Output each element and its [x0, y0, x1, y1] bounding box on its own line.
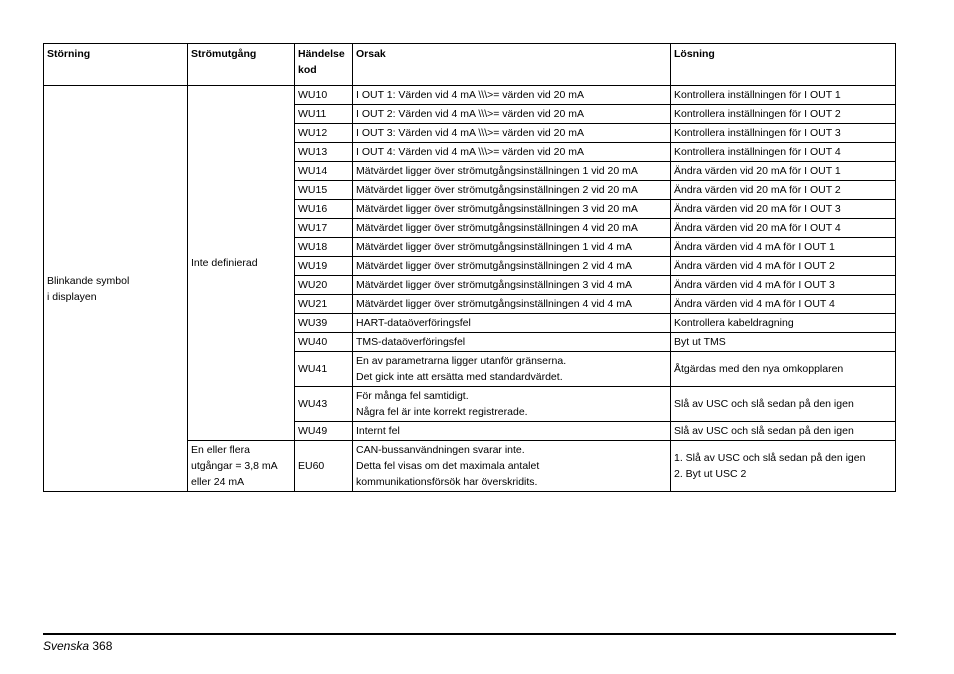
cause-line: Detta fel visas om det maximala antalet	[356, 460, 540, 472]
cell-code: WU11	[295, 105, 353, 124]
cell-solution	[671, 441, 896, 492]
cell-code: WU41	[295, 352, 353, 387]
cell-cause: I OUT 4: Värden vid 4 mA \\\>= värden vid 20 mA	[353, 143, 671, 162]
cell-solution: Kontrollera inställningen för I OUT 1	[671, 86, 896, 105]
cell-solution: Ändra värden vid 4 mA för I OUT 4	[671, 295, 896, 314]
cell-code: WU15	[295, 181, 353, 200]
cell-cause: Mätvärdet ligger över strömutgångsinställningen 2 vid 4 mA	[353, 257, 671, 276]
stromutgang-b-line: En eller flera	[191, 444, 250, 456]
cell-cause	[353, 352, 671, 387]
footer-page-number: 368	[92, 639, 113, 653]
solution-line: 1. Slå av USC och slå sedan på den igen	[674, 452, 866, 464]
header-handelsekod-line1: Händelse	[298, 48, 345, 60]
header-stromutgang: Strömutgång	[188, 44, 295, 86]
cell-solution: Ändra värden vid 4 mA för I OUT 2	[671, 257, 896, 276]
cause-line: CAN-bussanvändningen svarar inte.	[356, 444, 525, 456]
cause-line: Några fel är inte korrekt registrerade.	[356, 406, 528, 418]
cell-cause: Mätvärdet ligger över strömutgångsinställningen 2 vid 20 mA	[353, 181, 671, 200]
cell-solution: Ändra värden vid 20 mA för I OUT 3	[671, 200, 896, 219]
cell-code: WU21	[295, 295, 353, 314]
page-footer	[43, 639, 112, 653]
cell-solution: Ändra värden vid 4 mA för I OUT 1	[671, 238, 896, 257]
cell-stromutgang-en-eller-flera	[188, 441, 295, 492]
cell-cause: TMS-dataöverföringsfel	[353, 333, 671, 352]
cell-solution: Ändra värden vid 4 mA för I OUT 3	[671, 276, 896, 295]
cell-solution: Ändra värden vid 20 mA för I OUT 1	[671, 162, 896, 181]
cell-cause: Mätvärdet ligger över strömutgångsinställningen 4 vid 20 mA	[353, 219, 671, 238]
cell-stromutgang-inte-definierad: Inte definierad	[188, 86, 295, 441]
cell-solution: Åtgärdas med den nya omkopplaren	[671, 352, 896, 387]
cell-cause: Internt fel	[353, 422, 671, 441]
cell-solution: Kontrollera inställningen för I OUT 2	[671, 105, 896, 124]
cell-cause: Mätvärdet ligger över strömutgångsinställningen 3 vid 4 mA	[353, 276, 671, 295]
solution-line: 2. Byt ut USC 2	[674, 468, 747, 480]
cause-line: Det gick inte att ersätta med standardvärdet.	[356, 371, 563, 383]
cell-code: WU10	[295, 86, 353, 105]
cell-code: WU18	[295, 238, 353, 257]
header-handelsekod	[295, 44, 353, 86]
cell-solution: Kontrollera inställningen för I OUT 3	[671, 124, 896, 143]
cell-cause: I OUT 2: Värden vid 4 mA \\\>= värden vid 20 mA	[353, 105, 671, 124]
storning-line2: i displayen	[47, 290, 97, 303]
cell-code: WU43	[295, 387, 353, 422]
cell-solution: Byt ut TMS	[671, 333, 896, 352]
header-storning: Störning	[44, 44, 188, 86]
cell-code: WU12	[295, 124, 353, 143]
cell-code: EU60	[295, 441, 353, 492]
cell-solution: Ändra värden vid 20 mA för I OUT 2	[671, 181, 896, 200]
cell-solution: Slå av USC och slå sedan på den igen	[671, 387, 896, 422]
stromutgang-b-line: eller 24 mA	[191, 476, 245, 488]
table-header-row	[44, 44, 896, 86]
cell-code: WU20	[295, 276, 353, 295]
cell-cause: Mätvärdet ligger över strömutgångsinställningen 4 vid 4 mA	[353, 295, 671, 314]
cell-cause	[353, 441, 671, 492]
stromutgang-b-line: utgångar = 3,8 mA	[191, 460, 278, 472]
cell-code: WU49	[295, 422, 353, 441]
cell-cause: Mätvärdet ligger över strömutgångsinställningen 3 vid 20 mA	[353, 200, 671, 219]
cell-solution: Kontrollera kabeldragning	[671, 314, 896, 333]
cell-code: WU16	[295, 200, 353, 219]
cell-cause: HART-dataöverföringsfel	[353, 314, 671, 333]
cell-cause	[353, 387, 671, 422]
cause-line: En av parametrarna ligger utanför gränserna.	[356, 355, 567, 367]
cell-solution: Kontrollera inställningen för I OUT 4	[671, 143, 896, 162]
cell-code: WU40	[295, 333, 353, 352]
cell-code: WU13	[295, 143, 353, 162]
table-row	[44, 86, 896, 105]
footer-divider	[43, 633, 896, 635]
storning-line1: Blinkande symbol	[47, 274, 130, 287]
header-orsak: Orsak	[353, 44, 671, 86]
cell-solution: Slå av USC och slå sedan på den igen	[671, 422, 896, 441]
cause-line: För många fel samtidigt.	[356, 390, 469, 402]
footer-language: Svenska	[43, 639, 90, 653]
header-handelsekod-line2: kod	[298, 64, 317, 76]
header-losning: Lösning	[671, 44, 896, 86]
error-table	[43, 43, 896, 492]
cell-cause: Mätvärdet ligger över strömutgångsinställningen 1 vid 4 mA	[353, 238, 671, 257]
cell-solution: Ändra värden vid 20 mA för I OUT 4	[671, 219, 896, 238]
cell-cause: Mätvärdet ligger över strömutgångsinställningen 1 vid 20 mA	[353, 162, 671, 181]
cell-code: WU14	[295, 162, 353, 181]
cause-line: kommunikationsförsök har överskridits.	[356, 476, 538, 488]
cell-code: WU17	[295, 219, 353, 238]
cell-cause: I OUT 1: Värden vid 4 mA \\\>= värden vid 20 mA	[353, 86, 671, 105]
cell-code: WU39	[295, 314, 353, 333]
cell-storning-group	[44, 86, 188, 492]
cell-code: WU19	[295, 257, 353, 276]
cell-cause: I OUT 3: Värden vid 4 mA \\\>= värden vid 20 mA	[353, 124, 671, 143]
